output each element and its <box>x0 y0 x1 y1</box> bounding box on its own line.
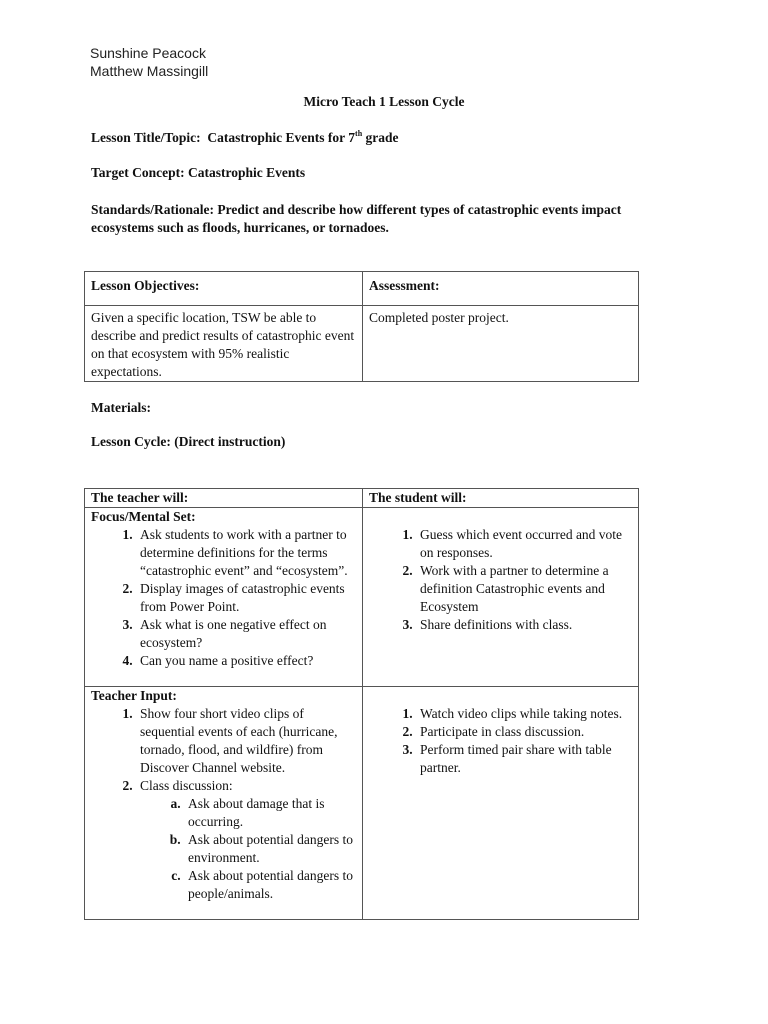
assessment-header: Assessment: <box>363 272 639 306</box>
input-title: Teacher Input: <box>91 688 177 703</box>
focus-student-list <box>369 526 632 634</box>
list-item: 4. Can you name a positive effect? <box>136 652 356 670</box>
list-item: a. Ask about damage that is occurring. <box>184 795 356 831</box>
list-item: 3. Share definitions with class. <box>416 616 632 634</box>
list-item: 2. Work with a partner to determine a definition Catastrophic events and Ecosystem <box>416 562 632 616</box>
author-2: Matthew Massingill <box>90 63 209 79</box>
standards-label: Standards/Rationale: <box>91 202 215 217</box>
lesson-cycle-table <box>84 488 639 920</box>
author-1: Sunshine Peacock <box>90 45 206 61</box>
input-student-list <box>369 705 632 777</box>
list-item: 3. Perform timed pair share with table partner. <box>416 741 632 777</box>
target-concept-label: Target Concept: <box>91 165 185 180</box>
list-item: c. Ask about potential dangers to people/animals. <box>184 867 356 903</box>
list-item: 1. Ask students to work with a partner to determine definitions for the terms “catastrophic event” and “ecosystem”. <box>136 526 356 580</box>
list-item <box>136 777 356 903</box>
teacher-will-header: The teacher will: <box>85 489 363 508</box>
standards-line <box>91 201 651 237</box>
lesson-title-suffix: grade <box>362 130 399 145</box>
lesson-cycle-label: Lesson Cycle: (Direct instruction) <box>91 434 286 449</box>
class-discussion-label: Class discussion: <box>140 778 233 793</box>
target-concept-value: Catastrophic Events <box>188 165 306 180</box>
objectives-cell: Given a specific location, TSW be able to describe and predict results of catastrophic event on that ecosystem with 95% realistic expectations. <box>85 306 363 382</box>
list-item: b. Ask about potential dangers to environment. <box>184 831 356 867</box>
list-item: 2. Display images of catastrophic events from Power Point. <box>136 580 356 616</box>
target-concept-line <box>91 165 305 181</box>
focus-teacher-list <box>91 526 356 670</box>
document-title: Micro Teach 1 Lesson Cycle <box>303 94 465 109</box>
objectives-header: Lesson Objectives: <box>85 272 363 306</box>
focus-title: Focus/Mental Set: <box>91 509 196 524</box>
input-student-cell <box>363 687 639 920</box>
list-item: 1. Guess which event occurred and vote on responses. <box>416 526 632 562</box>
discussion-sublist <box>140 795 356 903</box>
authors-block <box>90 44 208 80</box>
list-item: 2. Participate in class discussion. <box>416 723 632 741</box>
lesson-title-sup: th <box>355 129 363 138</box>
input-teacher-list <box>91 705 356 903</box>
input-teacher-cell <box>85 687 363 920</box>
list-item: 1. Watch video clips while taking notes. <box>416 705 632 723</box>
student-will-header: The student will: <box>363 489 639 508</box>
focus-teacher-cell <box>85 508 363 687</box>
list-item: 3. Ask what is one negative effect on ecosystem? <box>136 616 356 652</box>
lesson-title-line <box>91 129 399 146</box>
materials-label: Materials: <box>91 400 151 415</box>
list-item: 1. Show four short video clips of sequential events of each (hurricane, tornado, flood, and wildfire) from Discover Channel website. <box>136 705 356 777</box>
standards-value: Predict and describe how different types of catastrophic events impact ecosystems such as floods, hurricanes, or tornadoes. <box>91 202 622 235</box>
assessment-cell: Completed poster project. <box>363 306 639 382</box>
objectives-table <box>84 271 639 382</box>
lesson-title-label: Lesson Title/Topic: <box>91 130 201 145</box>
lesson-title-value: Catastrophic Events for 7 <box>207 130 356 145</box>
focus-student-cell <box>363 508 639 687</box>
